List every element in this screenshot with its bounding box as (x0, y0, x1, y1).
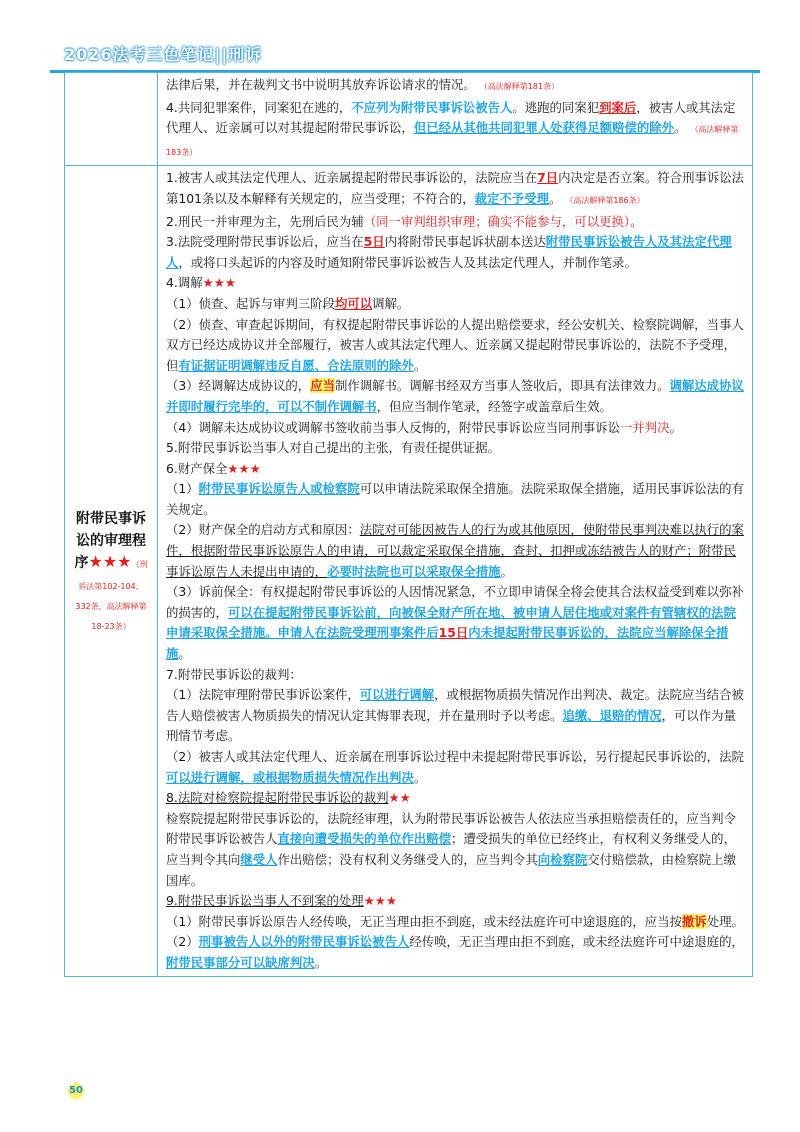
para-5: 5.附带民事诉讼当事人对自己提出的主张，有责任提供证据。 (166, 440, 500, 456)
table-row (65, 166, 753, 976)
para-9-1: （1）附带民事诉讼原告人经传唤，无正当理由拒不到庭，或未经法庭许可中途退庭的，应当按撤诉处理。 (166, 913, 744, 929)
star-icon: ★★★ (363, 893, 398, 909)
section-note: （刑诉法第102-104、332条，高法解释第18-23条） (75, 559, 148, 631)
top-line-1: 法律后果，并在裁判文书中说明其放弃诉讼请求的情况。 （高法解释第181条） (166, 77, 559, 92)
para-8: 检察院提起附带民事诉讼的，法院经审理，认为附带民事诉讼被告人依法应当承担赔偿责任的，应当判令附带民事诉讼被告人直接向遭受损失的单位作出赔偿；遭受损失的单位已经终止，有权利义务继受人的，应当判令其向继受人作出赔偿；没有权利义务继受人的，应当判令其向检察院交付赔偿款，由检察院上缴国库。 (166, 810, 736, 888)
para-9-title: 9.附带民事诉讼当事人不到案的处理★★★ (166, 893, 398, 909)
para-4-1: （1）侦查、起诉与审判三阶段均可以调解。 (166, 295, 410, 311)
para-7-1: （1）法院审理附带民事诉讼案件，可以进行调解，或根据物质损失情况作出判决、裁定。法院应当结合被告人赔偿被害人物质损失的情况认定其悔罪表现，并在量刑时予以考虑。追缴、退赔的情况，可以作为量刑情节考虑。 (166, 687, 744, 744)
left-cell-empty (65, 73, 158, 166)
para-4-title: 4.调解★★★ (166, 275, 236, 291)
para-8-title: 8.法院对检察院提起附带民事诉讼的裁判★★ (166, 790, 411, 806)
para-3: 3.法院受理附带民事诉讼后，应当在5日内将附带民事起诉状副本送达附带民事诉讼被告人及其法定代理人，或将口头起诉的内容及时通知附带民事诉讼被告人及其法定代理人，并制作笔录。 (166, 234, 732, 270)
star-icon: ★★★ (88, 551, 132, 571)
para-9-2: （2）刑事被告人以外的附带民事诉讼被告人经传唤，无正当理由拒不到庭，或未经法庭许可中途退庭的，附带民事部分可以缺席判决。 (166, 934, 744, 970)
para-4-3: （3）经调解达成协议的，应当制作调解书。调解书经双方当事人签收后，即具有法律效力。调解达成协议并即时履行完毕的，可以不制作调解书，但应当制作笔录，经签字或盖章后生效。 (166, 378, 744, 414)
notes-table (64, 72, 753, 977)
para-4-4: （4）调解未达成协议或调解书签收前当事人反悔的，附带民事诉讼应当同刑事诉讼一并判决。 (166, 419, 682, 435)
para-6-3: （3）诉前保全：有权提起附带民事诉讼的人因情况紧急，不立即申请保全将会使其合法权益受到难以弥补的损害的，可以在提起附带民事诉讼前，向被保全财产所在地、被申请人居住地或对案件有管辖权的法院申请采取保全措施。申请人在法院受理刑事案件后15日内未提起附带民事诉讼的，法院应当解除保全措施。 (166, 584, 744, 662)
para-4-2: （2）侦查、审查起诉期间，有权提起附带民事诉讼的人提出赔偿要求，经公安机关、检察院调解，当事人双方已经达成协议并全部履行，被害人或其法定代理人、近亲属又提起附带民事诉讼的，法院不予受理，但有证据证明调解违反自愿、合法原则的除外。 (166, 316, 744, 373)
star-icon: ★★ (388, 790, 411, 806)
page-number: 50 (68, 1083, 84, 1099)
para-6-2: （2）财产保全的启动方式和原因：法院对可能因被告人的行为或其他原因，使附带民事判决难以执行的案件，根据附带民事诉讼原告人的申请，可以裁定采取保全措施，查封、扣押或冻结被告人的财产；附带民事诉讼原告人未提出申请的，必要时法院也可以采取保全措施。 (166, 522, 744, 579)
para-1: 1.被害人或其法定代理人、近亲属提起附带民事诉讼的，法院应当在7日内决定是否立案。符合刑事诉讼法第101条以及本解释有关规定的，应当受理；不符合的，裁定不予受理。 （高法解释第186条） (166, 170, 745, 206)
star-icon: ★★★ (202, 275, 236, 291)
page-header (50, 40, 760, 73)
para-6-1: （1）附带民事诉讼原告人或检察院可以申请法院采取保全措施。法院采取保全措施，适用民事诉讼法的有关规定。 (166, 481, 744, 517)
header-title: 2026法考三色笔记||刑诉 (64, 45, 263, 64)
top-line-2: 4.共同犯罪案件，同案犯在逃的，不应列为附带民事诉讼被告人。逃跑的同案犯到案后，被害人或其法定代理人、近亲属可以对其提起附带民事诉讼，但已经从其他共同犯罪人处获得足额赔偿的除外。 （高法解释第183条） (166, 99, 739, 157)
star-icon: ★★★ (227, 460, 261, 476)
para-2: 2.刑民一并审理为主，先刑后民为辅（同一审判组织审理；确实不能参与，可以更换）。 (166, 213, 643, 229)
para-7-title: 7.附带民事诉讼的裁判： (166, 666, 302, 682)
para-7-2: （2）被害人或其法定代理人、近亲属在刑事诉讼过程中未提起附带民事诉讼，另行提起民事诉讼的，法院可以进行调解，或根据物质损失情况作出判决。 (166, 749, 744, 785)
table-row (65, 73, 753, 166)
right-cell-content (158, 166, 753, 976)
right-cell-top (158, 73, 753, 166)
para-6-title: 6.财产保全★★★ (166, 460, 261, 476)
left-cell-label (65, 166, 158, 976)
section-title: 附带民事诉讼的审理程序 (74, 510, 146, 571)
